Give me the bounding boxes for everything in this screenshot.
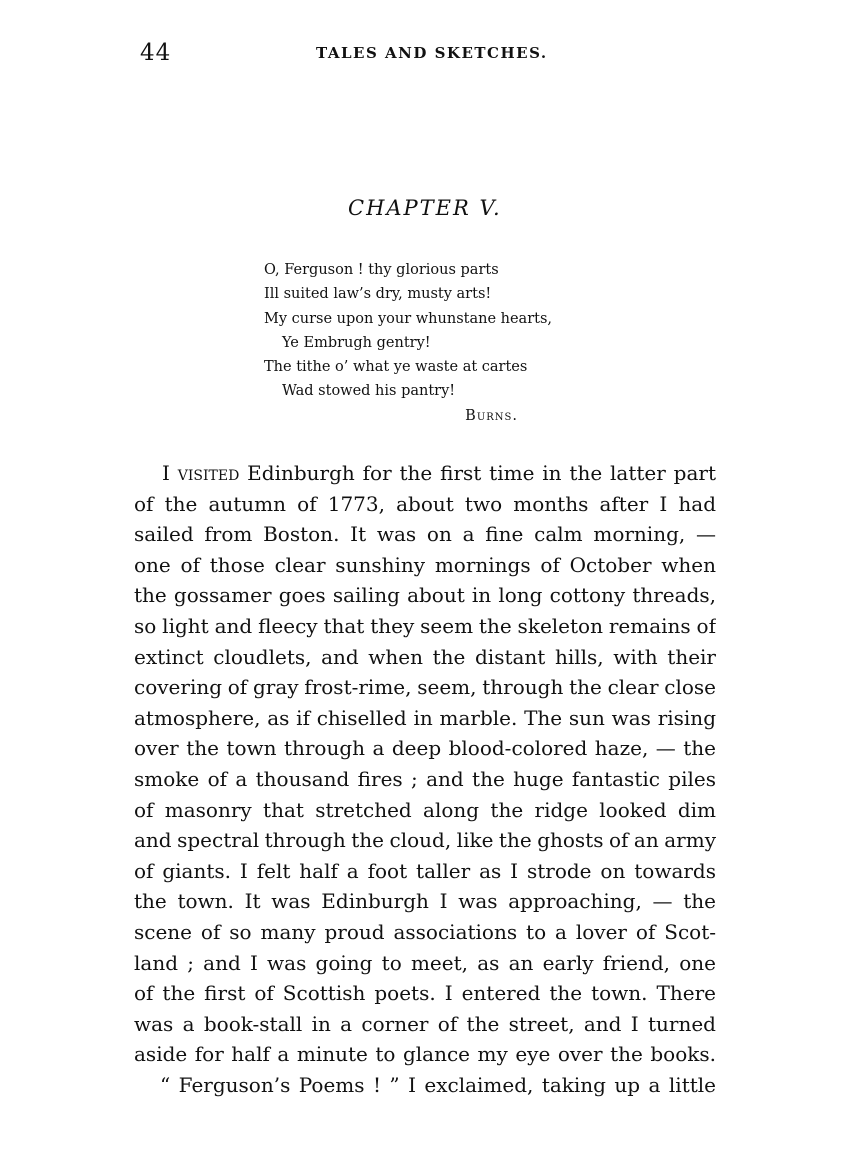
body-line: atmosphere, as if chiselled in marble. The sun was rising <box>134 705 716 730</box>
body-line: sailed from Boston. It was on a fine calm morning, — <box>134 522 716 547</box>
running-title: TALES AND SKETCHES. <box>316 44 548 62</box>
body-line: and spectral through the cloud, like the ghosts of an army <box>134 828 716 853</box>
epigraph-line: The tithe o’ what ye waste at cartes <box>264 359 528 376</box>
epigraph-line: Wad stowed his pantry! <box>282 383 456 400</box>
body-line: of giants. I felt half a foot taller as I strode on towards <box>134 858 716 883</box>
epigraph <box>264 258 564 428</box>
epigraph-line: Ye Embrugh gentry! <box>282 334 431 351</box>
chapter-title: CHAPTER V. <box>348 196 502 220</box>
body-line: one of those clear sunshiny mornings of October when <box>134 552 716 577</box>
body-line: extinct cloudlets, and when the distant hills, with their <box>134 644 716 669</box>
body-line: of the first of Scottish poets. I entered the town. There <box>134 981 716 1006</box>
epigraph-attribution: Burns. <box>465 407 518 424</box>
body-line: smoke of a thousand fires ; and the huge fantastic piles <box>134 766 716 791</box>
body-line: so light and fleecy that they seem the skeleton remains of <box>134 613 716 638</box>
epigraph-line: Ill suited law’s dry, musty arts! <box>264 286 492 303</box>
body-line: land ; and I was going to meet, as an early friend, one <box>134 950 716 975</box>
body-line <box>134 458 716 489</box>
body-line: the gossamer goes sailing about in long cottony threads, <box>134 583 716 608</box>
epigraph-line: My curse upon your whunstane hearts, <box>264 310 553 327</box>
body-text <box>134 458 716 1100</box>
body-line-text: Edinburgh for the first time in the latter part <box>239 461 716 485</box>
body-line: of masonry that stretched along the ridge looked dim <box>134 797 716 822</box>
body-line: over the town through a deep blood-colored haze, — the <box>134 736 716 761</box>
body-line: was a book-stall in a corner of the street, and I turned <box>134 1011 716 1036</box>
body-line: “ Ferguson’s Poems ! ” I exclaimed, taking up a little <box>160 1072 716 1097</box>
body-line: the town. It was Edinburgh I was approaching, — the <box>134 889 716 914</box>
epigraph-line: O, Ferguson ! thy glorious parts <box>264 262 499 278</box>
body-line: aside for half a minute to glance my eye over the books. <box>134 1042 716 1067</box>
body-line: scene of so many proud associations to a lover of Scot- <box>134 919 716 944</box>
body-line: covering of gray frost-rime, seem, through the clear close <box>134 675 716 700</box>
page-number: 44 <box>140 40 172 66</box>
lead-word: I visited <box>162 461 240 485</box>
body-line: of the autumn of 1773, about two months after I had <box>134 491 716 516</box>
